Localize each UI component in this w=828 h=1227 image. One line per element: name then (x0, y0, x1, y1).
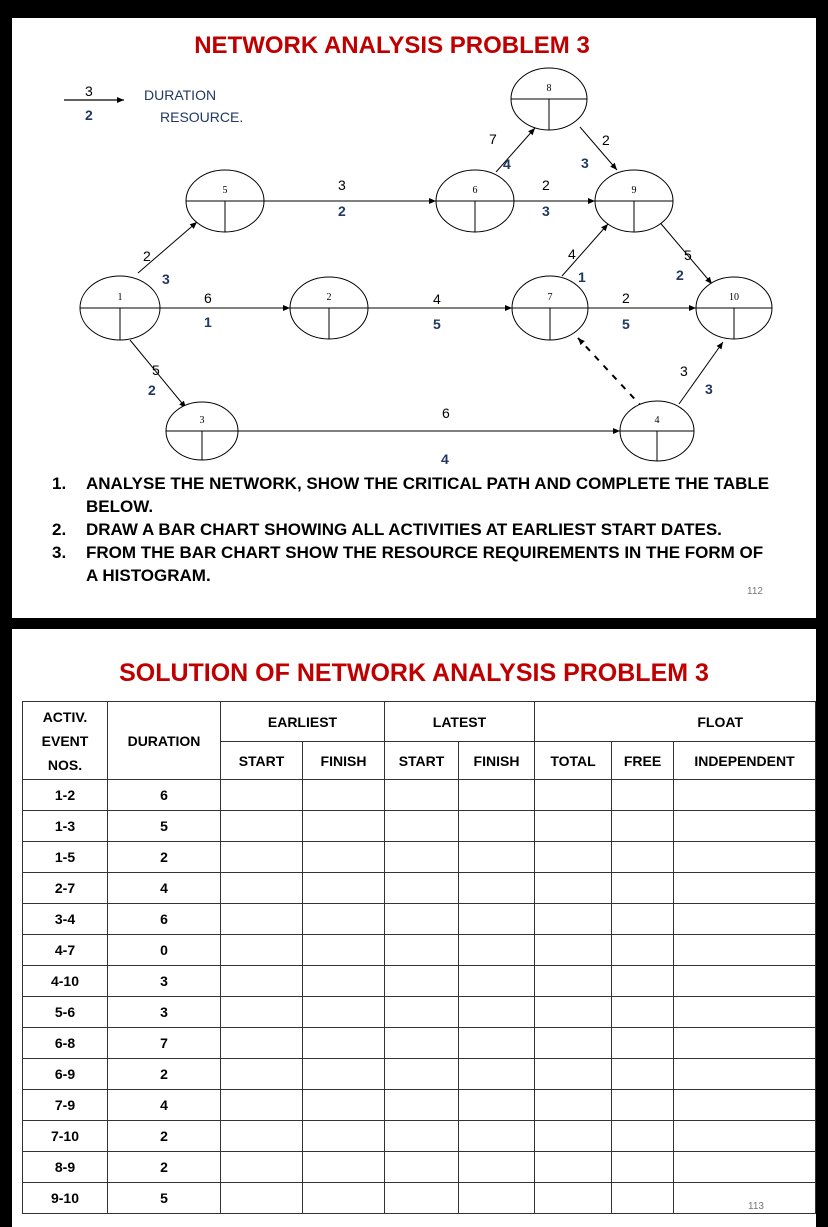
svg-text:1: 1 (117, 292, 123, 303)
total-float-cell[interactable] (535, 1121, 612, 1152)
resource-1-2: 1 (204, 314, 212, 330)
activity-cell: 6-8 (23, 1028, 108, 1059)
free-float-cell[interactable] (612, 873, 674, 904)
activity-cell: 8-9 (23, 1152, 108, 1183)
earliest-start-cell[interactable] (221, 1028, 303, 1059)
svg-text:2: 2 (326, 292, 332, 303)
independent-float-cell[interactable] (674, 811, 816, 842)
network-diagram (12, 18, 816, 478)
earliest-finish-cell[interactable] (303, 935, 385, 966)
free-float-cell[interactable] (612, 842, 674, 873)
duration-cell: 3 (108, 997, 221, 1028)
duration-cell: 2 (108, 842, 221, 873)
solution-table (22, 701, 816, 1214)
svg-text:4: 4 (654, 415, 660, 426)
latest-start-cell[interactable] (385, 842, 459, 873)
table-row (23, 1183, 816, 1214)
latest-start-cell[interactable] (385, 1152, 459, 1183)
earliest-finish-cell[interactable] (303, 780, 385, 811)
free-float-cell[interactable] (612, 935, 674, 966)
table-row (23, 935, 816, 966)
header-activity: ACTIV. EVENT NOS. (23, 702, 108, 780)
node-1 (80, 276, 160, 340)
page-number: 112 (747, 586, 763, 597)
resource-3-4: 4 (441, 451, 449, 467)
activity-cell: 4-10 (23, 966, 108, 997)
svg-text:3: 3 (199, 415, 205, 426)
total-float-cell[interactable] (535, 811, 612, 842)
duration-9-10: 5 (684, 247, 692, 263)
resource-2-7: 5 (433, 316, 441, 332)
svg-text:5: 5 (222, 185, 228, 196)
header-earliest: EARLIEST (221, 702, 385, 742)
svg-text:10: 10 (729, 292, 739, 303)
duration-5-6: 3 (338, 177, 346, 193)
instructions-list (52, 472, 772, 587)
earliest-start-cell[interactable] (221, 966, 303, 997)
earliest-start-cell[interactable] (221, 1152, 303, 1183)
duration-3-4: 6 (442, 405, 450, 421)
latest-start-cell[interactable] (385, 1059, 459, 1090)
latest-start-cell[interactable] (385, 1121, 459, 1152)
latest-start-cell[interactable] (385, 904, 459, 935)
activity-cell: 1-2 (23, 780, 108, 811)
earliest-finish-cell[interactable] (303, 904, 385, 935)
duration-cell: 3 (108, 966, 221, 997)
svg-text:7: 7 (547, 292, 553, 303)
instruction-item: 2. DRAW A BAR CHART SHOWING ALL ACTIVITIES AT EARLIEST START DATES. (52, 520, 722, 539)
independent-float-cell[interactable] (674, 1183, 816, 1214)
activity-cell: 7-9 (23, 1090, 108, 1121)
header-earliest-start: START (221, 742, 303, 780)
legend-resource-label: RESOURCE. (160, 109, 244, 125)
dummy-arrow-4-7 (578, 338, 643, 408)
independent-float-cell[interactable] (674, 935, 816, 966)
latest-start-cell[interactable] (385, 1028, 459, 1059)
latest-start-cell[interactable] (385, 873, 459, 904)
instruction-item: 3. FROM THE BAR CHART SHOW THE RESOURCE REQUIREMENTS IN THE FORM OF A HISTOGRAM. (52, 543, 764, 585)
earliest-start-cell[interactable] (221, 1059, 303, 1090)
independent-float-cell[interactable] (674, 1121, 816, 1152)
table-row (23, 780, 816, 811)
node-6 (436, 170, 514, 232)
table-row (23, 873, 816, 904)
latest-finish-cell[interactable] (459, 873, 535, 904)
resource-7-9: 1 (578, 269, 586, 285)
svg-text:9: 9 (631, 185, 637, 196)
table-row (23, 1028, 816, 1059)
instruction-item: 1. ANALYSE THE NETWORK, SHOW THE CRITICAL PATH AND COMPLETE THE TABLE BELOW. (52, 474, 770, 516)
total-float-cell[interactable] (535, 1152, 612, 1183)
latest-start-cell[interactable] (385, 966, 459, 997)
earliest-finish-cell[interactable] (303, 842, 385, 873)
free-float-cell[interactable] (612, 1059, 674, 1090)
duration-8-9: 2 (602, 132, 610, 148)
resource-4-10: 3 (705, 381, 713, 397)
earliest-finish-cell[interactable] (303, 997, 385, 1028)
total-float-cell[interactable] (535, 780, 612, 811)
header-latest-start: START (385, 742, 459, 780)
resource-8-9: 3 (581, 155, 589, 171)
duration-6-9: 2 (542, 177, 550, 193)
earliest-start-cell[interactable] (221, 873, 303, 904)
duration-cell: 5 (108, 811, 221, 842)
resource-7-10: 5 (622, 316, 630, 332)
header-duration: DURATION (108, 702, 221, 780)
page-number: 113 (748, 1201, 764, 1212)
duration-cell: 7 (108, 1028, 221, 1059)
header-independent: INDEPENDENT (674, 742, 816, 780)
duration-cell: 2 (108, 1059, 221, 1090)
earliest-start-cell[interactable] (221, 780, 303, 811)
total-float-cell[interactable] (535, 966, 612, 997)
latest-start-cell[interactable] (385, 1183, 459, 1214)
node-4 (620, 401, 694, 461)
free-float-cell[interactable] (612, 1090, 674, 1121)
duration-cell: 2 (108, 1152, 221, 1183)
node-2 (290, 277, 368, 339)
earliest-start-cell[interactable] (221, 935, 303, 966)
legend-resource-number: 2 (85, 107, 93, 123)
duration-cell: 5 (108, 1183, 221, 1214)
duration-cell: 0 (108, 935, 221, 966)
latest-finish-cell[interactable] (459, 1152, 535, 1183)
legend-duration-number: 3 (85, 83, 93, 99)
activity-cell: 5-6 (23, 997, 108, 1028)
activity-cell: 2-7 (23, 873, 108, 904)
duration-6-8: 7 (489, 131, 497, 147)
earliest-finish-cell[interactable] (303, 811, 385, 842)
independent-float-cell[interactable] (674, 842, 816, 873)
table-body (23, 780, 816, 1214)
duration-1-3: 5 (152, 362, 160, 378)
free-float-cell[interactable] (612, 1028, 674, 1059)
free-float-cell[interactable] (612, 1183, 674, 1214)
table-row (23, 811, 816, 842)
duration-cell: 4 (108, 873, 221, 904)
duration-1-5: 2 (143, 248, 151, 264)
total-float-cell[interactable] (535, 904, 612, 935)
activity-cell: 4-7 (23, 935, 108, 966)
table-row (23, 997, 816, 1028)
slide-title: NETWORK ANALYSIS PROBLEM 3 (194, 32, 590, 59)
latest-start-cell[interactable] (385, 780, 459, 811)
node-10 (696, 277, 772, 339)
node-3 (166, 402, 238, 460)
earliest-start-cell[interactable] (221, 904, 303, 935)
duration-7-10: 2 (622, 290, 630, 306)
latest-finish-cell[interactable] (459, 842, 535, 873)
resource-5-6: 2 (338, 203, 346, 219)
independent-float-cell[interactable] (674, 904, 816, 935)
activity-cell: 7-10 (23, 1121, 108, 1152)
duration-4-10: 3 (680, 363, 688, 379)
header-float: FLOAT (535, 702, 816, 742)
resource-6-9: 3 (542, 203, 550, 219)
earliest-start-cell[interactable] (221, 811, 303, 842)
total-float-cell[interactable] (535, 997, 612, 1028)
latest-start-cell[interactable] (385, 935, 459, 966)
latest-finish-cell[interactable] (459, 1090, 535, 1121)
table-row (23, 842, 816, 873)
latest-finish-cell[interactable] (459, 1121, 535, 1152)
duration-cell: 6 (108, 780, 221, 811)
earliest-start-cell[interactable] (221, 1121, 303, 1152)
activity-cell: 6-9 (23, 1059, 108, 1090)
independent-float-cell[interactable] (674, 966, 816, 997)
earliest-finish-cell[interactable] (303, 873, 385, 904)
latest-finish-cell[interactable] (459, 1028, 535, 1059)
free-float-cell[interactable] (612, 1152, 674, 1183)
header-free: FREE (612, 742, 674, 780)
duration-1-2: 6 (204, 290, 212, 306)
svg-text:8: 8 (546, 83, 552, 94)
activity-cell: 3-4 (23, 904, 108, 935)
latest-finish-cell[interactable] (459, 811, 535, 842)
earliest-start-cell[interactable] (221, 997, 303, 1028)
latest-finish-cell[interactable] (459, 1059, 535, 1090)
total-float-cell[interactable] (535, 1183, 612, 1214)
activity-cell: 1-3 (23, 811, 108, 842)
table-row (23, 1152, 816, 1183)
earliest-finish-cell[interactable] (303, 1152, 385, 1183)
free-float-cell[interactable] (612, 966, 674, 997)
independent-float-cell[interactable] (674, 873, 816, 904)
header-latest: LATEST (385, 702, 535, 742)
resource-6-8: 4 (503, 156, 511, 172)
independent-float-cell[interactable] (674, 1090, 816, 1121)
total-float-cell[interactable] (535, 1059, 612, 1090)
free-float-cell[interactable] (612, 997, 674, 1028)
svg-text:6: 6 (472, 185, 478, 196)
earliest-start-cell[interactable] (221, 1090, 303, 1121)
earliest-start-cell[interactable] (221, 1183, 303, 1214)
free-float-cell[interactable] (612, 1121, 674, 1152)
resource-9-10: 2 (676, 267, 684, 283)
duration-cell: 2 (108, 1121, 221, 1152)
earliest-finish-cell[interactable] (303, 966, 385, 997)
total-float-cell[interactable] (535, 873, 612, 904)
header-earliest-finish: FINISH (303, 742, 385, 780)
total-float-cell[interactable] (535, 935, 612, 966)
independent-float-cell[interactable] (674, 780, 816, 811)
free-float-cell[interactable] (612, 811, 674, 842)
slide-solution-table (12, 629, 816, 1227)
latest-start-cell[interactable] (385, 1090, 459, 1121)
independent-float-cell[interactable] (674, 1059, 816, 1090)
table-row (23, 904, 816, 935)
table-row (23, 1121, 816, 1152)
latest-finish-cell[interactable] (459, 780, 535, 811)
duration-cell: 6 (108, 904, 221, 935)
earliest-finish-cell[interactable] (303, 1090, 385, 1121)
resource-1-3: 2 (148, 382, 156, 398)
resource-1-5: 3 (162, 271, 170, 287)
independent-float-cell[interactable] (674, 1152, 816, 1183)
table-row (23, 1090, 816, 1121)
slide-title: SOLUTION OF NETWORK ANALYSIS PROBLEM 3 (119, 659, 709, 687)
earliest-start-cell[interactable] (221, 842, 303, 873)
duration-cell: 4 (108, 1090, 221, 1121)
latest-finish-cell[interactable] (459, 904, 535, 935)
duration-7-9: 4 (568, 246, 576, 262)
total-float-cell[interactable] (535, 1028, 612, 1059)
activity-cell: 9-10 (23, 1183, 108, 1214)
node-8 (511, 68, 587, 130)
legend-duration-label: DURATION (144, 87, 217, 103)
slide-network-problem (12, 18, 816, 618)
latest-finish-cell[interactable] (459, 966, 535, 997)
earliest-finish-cell[interactable] (303, 1059, 385, 1090)
total-float-cell[interactable] (535, 1090, 612, 1121)
header-latest-finish: FINISH (459, 742, 535, 780)
duration-2-7: 4 (433, 291, 441, 307)
free-float-cell[interactable] (612, 904, 674, 935)
latest-finish-cell[interactable] (459, 1183, 535, 1214)
earliest-finish-cell[interactable] (303, 1028, 385, 1059)
independent-float-cell[interactable] (674, 1028, 816, 1059)
arrow-6-8 (496, 128, 535, 172)
total-float-cell[interactable] (535, 842, 612, 873)
table-row (23, 966, 816, 997)
latest-finish-cell[interactable] (459, 997, 535, 1028)
earliest-finish-cell[interactable] (303, 1121, 385, 1152)
latest-finish-cell[interactable] (459, 935, 535, 966)
header-total: TOTAL (535, 742, 612, 780)
latest-start-cell[interactable] (385, 997, 459, 1028)
node-7 (512, 276, 588, 340)
node-5 (186, 170, 264, 232)
node-9 (595, 170, 673, 232)
earliest-finish-cell[interactable] (303, 1183, 385, 1214)
table-row (23, 1059, 816, 1090)
free-float-cell[interactable] (612, 780, 674, 811)
activity-cell: 1-5 (23, 842, 108, 873)
independent-float-cell[interactable] (674, 997, 816, 1028)
latest-start-cell[interactable] (385, 811, 459, 842)
